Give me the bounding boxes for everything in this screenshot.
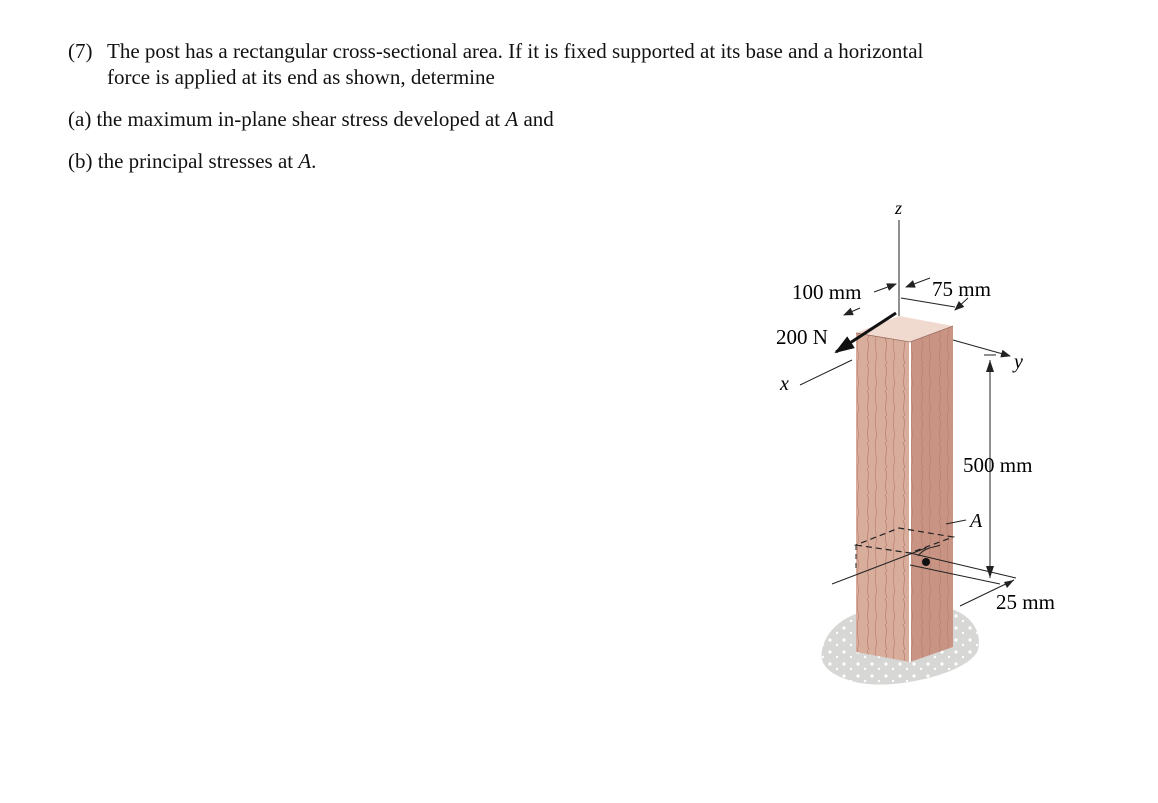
x-axis-label: x (780, 373, 789, 395)
depth-dim-label: 75 mm (932, 277, 991, 301)
part-b-prefix: (b) the principal stresses at (68, 149, 299, 173)
z-axis-label: z (895, 198, 903, 218)
x-axis (800, 360, 852, 385)
y-axis (953, 340, 1010, 356)
wooden-post (856, 316, 953, 662)
part-b-suffix: . (311, 149, 317, 173)
height-dim-label: 500 mm (963, 453, 1033, 477)
problem-number: (7) (68, 39, 93, 63)
width-dim-arrow-2 (844, 308, 860, 315)
width-dim-label: 100 mm (792, 280, 862, 304)
point-a-label: A (970, 510, 983, 532)
width-dim-arrow (874, 284, 896, 292)
depth-dim-arrow (906, 278, 930, 287)
offset-dim-label: 25 mm (996, 590, 1055, 614)
part-a-prefix: (a) the maximum in-plane shear stress developed at (68, 107, 506, 131)
part-a-suffix: and (518, 107, 554, 131)
problem-text-line-2: force is applied at its end as shown, determine (107, 65, 495, 89)
force-label: 200 N (776, 325, 828, 349)
y-axis-label: y (1014, 351, 1023, 373)
point-a-dot (922, 558, 930, 566)
part-a-point: A (505, 107, 519, 131)
part-b-point: A (298, 149, 312, 173)
problem-text-line-1: The post has a rectangular cross-sectional area. If it is fixed supported at its base and a horizontal (107, 39, 924, 63)
